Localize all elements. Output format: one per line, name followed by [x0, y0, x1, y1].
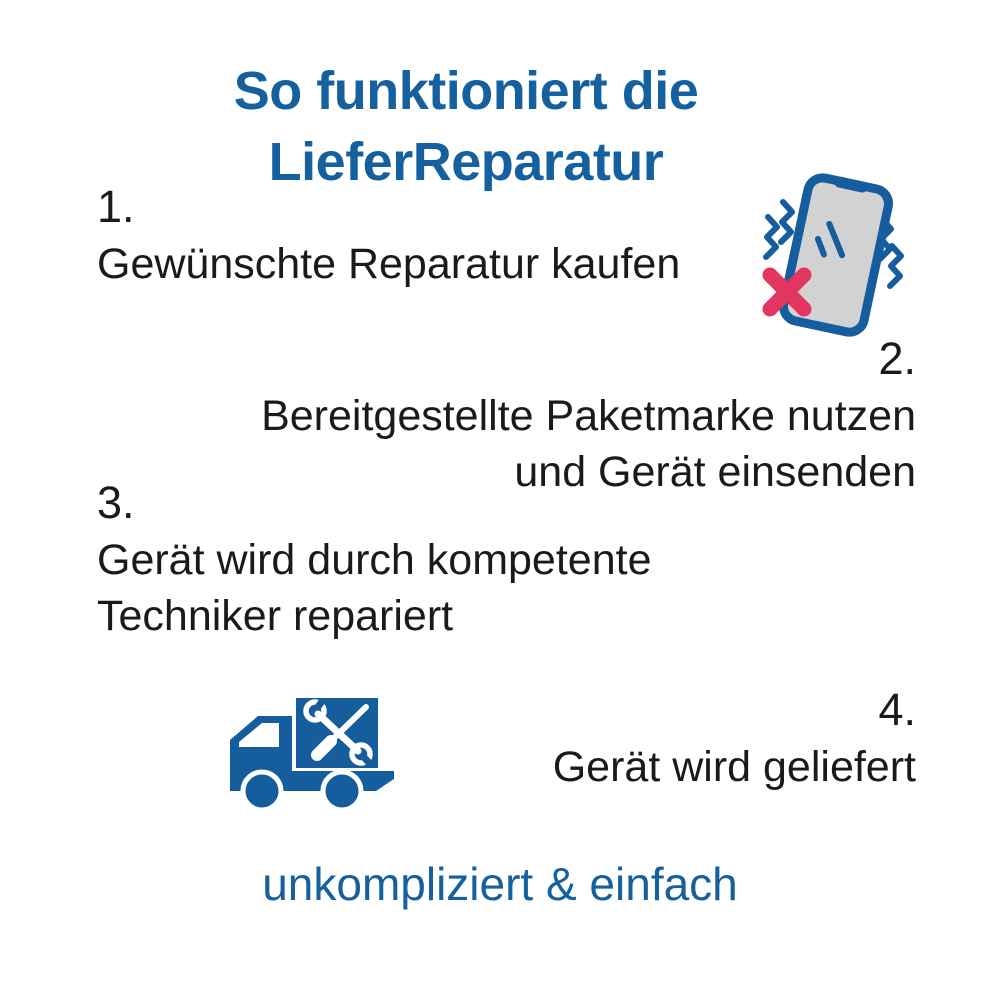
step-3-text-line-1: Gerät wird durch kompetente [97, 536, 652, 584]
tagline: unkompliziert & einfach [262, 858, 738, 910]
step-4 [553, 684, 916, 795]
step-2 [261, 333, 916, 500]
step-1-number: 1. [97, 181, 135, 232]
step-2-text-line-2: und Gerät einsenden [514, 448, 916, 496]
title-line-2: LieferReparatur [268, 132, 664, 192]
step-1-text: Gewünschte Reparatur kaufen [97, 240, 681, 288]
step-3 [97, 477, 652, 644]
title-line-1: So funktioniert die [233, 61, 699, 121]
vibration-lines-left-icon [766, 202, 792, 257]
step-4-text: Gerät wird geliefert [552, 743, 916, 791]
step-4-number: 4. [878, 684, 916, 735]
step-2-number: 2. [878, 333, 916, 384]
step-3-number: 3. [97, 477, 135, 528]
step-1 [97, 181, 680, 292]
step-2-text-line-1: Bereitgestellte Paketmarke nutzen [261, 392, 916, 440]
repair-truck-icon [224, 690, 396, 818]
step-3-text-line-2: Techniker repariert [97, 592, 454, 640]
broken-phone-icon [743, 162, 913, 342]
truck-rear-wheel [323, 772, 361, 810]
truck-front-wheel [243, 772, 281, 810]
